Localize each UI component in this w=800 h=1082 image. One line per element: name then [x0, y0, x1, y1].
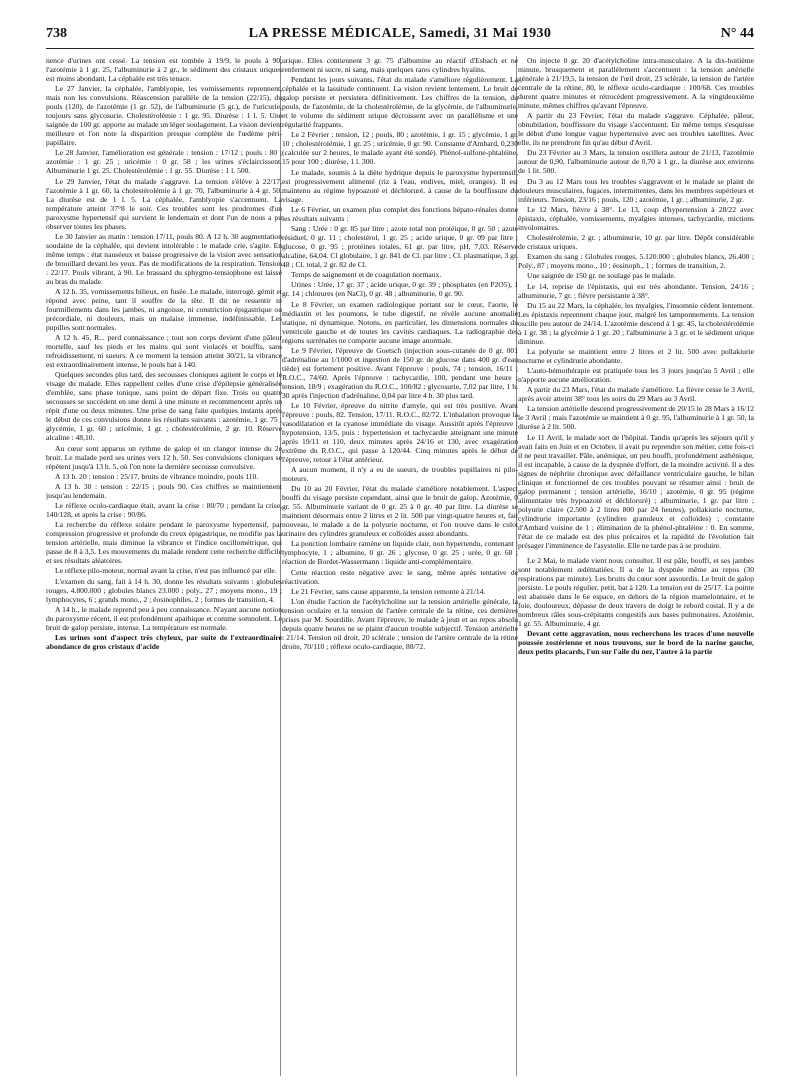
paragraph: Le 10 Février, épreuve du nitrite d'amyle, qui est très positive. Avant l'épreuve : pouls, 82. Tension, 17/11. R.O.C., 82/72. L'inhalation provoque la vasodilatation et la cyanose immédiate du visage. Aussitôt après l'épreuve : hypotension, 13/5, puis : hypertension et tachycardie atteignant une minute après 19/11 et 110, deux minutes après 24/16 et 130, avec exagération extrême du R.O.C., qui passe à 120/44. Cinq minutes après le début de l'épreuve, retour à l'état antérieur.: [282, 400, 518, 464]
paragraph: Le 27 Janvier, la céphalée, l'amblyopie, les vomissements reprennent, mais non les convulsions. Réascension parallèle de la tension (22/15), du pouls (120), de l'azotémie (1 gr. 52), de l'albuminurie (5 gr.), de l'uricurie, toujours sans glycosurie. Cholestérolémie : 1 gr. 95. Diurèse : 1 l. 5. Une saignée de 100 gr. apporte au malade un léger soulagement. La vision devient meilleure et l'on note la disparition presque complète de l'œdème péri-papillaire.: [46, 84, 282, 148]
paragraph: L'auto-hémothérapie est pratiquée tous les 3 jours jusqu'au 5 Avril ; elle n'apporte aucune amélioration.: [518, 366, 754, 385]
page-header: [46, 26, 754, 46]
paragraph: Le 8 Février, un examen radiologique portant sur le cœur, l'aorte, le médiastin et les poumons, le tube digestif, ne révèle aucune anomalie statique, ni dynamique. Notons, en particulier, les dimensions normales du ventricule gauche et de toutes les cavités cardiaques. La radiographie des régions surrénales ne comporte aucune image anormale.: [282, 299, 518, 345]
paragraph: Une saignée de 150 gr. ne soulage pas le malade.: [527, 271, 676, 281]
paragraph: Du 10 au 20 Février, l'état du malade s'améliore notablement. L'aspect bouffi du visage persiste cependant, ainsi que le bruit de galop. Azotémie, 0 gr. 55. Albuminurie variant de 0 gr. 25 à 0 gr. 40 par litre. La diurèse se maintient désormais entre 2 litres et 2 lit. 500 par vingt-quatre heures et, fait nouveau, le malade a de la polyurie nocturne, et l'on trouve dans le culot urinaire des cylindres granuleux et colloïdes assez abondants.: [282, 484, 518, 539]
text-column-2: [282, 56, 518, 1078]
paragraph: nence d'urines ont cessé. La tension est tombée à 19/9, le pouls à 90, l'azotémie à 1 gr. 25, l'albuminurie à 2 gr., le sédiment des cristaux uriques est moins abondant. La céphalée est très tenace.: [46, 56, 282, 83]
issue-number: N° 44: [720, 26, 754, 41]
paragraph: Examen du sang : Globules rouges, 5.120.000 ; globules blancs, 26.400 ; Poly., 87 ; moyens mono., 10 ; éosinoph., 1 ; formes de transition, 2.: [518, 252, 754, 271]
paragraph: Le malade, soumis à la diète hydrique depuis le paroxysme hypertensif, est progressivement alimenté (riz à l'eau, endives, miel, oranges). Il est maintenu au régime hypoazoté et déchloruré, à cause de la bouffissure du visage.: [282, 167, 518, 204]
paragraph: Le 11 Avril, le malade sort de l'hôpital. Tandis qu'après les séjours qu'il y avait faits en Juin et en Octobre, il avait pu reprendre son métier, cette fois-ci il ne peut travailler. Pâle, anémique, un peu bouffi, profondément asthénique, il est incapable, à cause de la dyspnée d'effort, de la moindre activité. Il a des signes de néphrite chronique avec défaillance ventriculaire gauche, le bilan clinique et fonctionnel de ces troubles pouvant se résumer ainsi : bruit de galop permanent ; tension artérielle, 16/10 ; azotémie, 0 gr. 95 (régime alimentaire très hypoazoté et déchloruré) ; albuminurie, 1 gr. par litre ; polyurie claire (2.500 à 2 litres 800 par 24 heures), pollakiurie nocturne, cylindrurie importante (cylindres granuleux et colloïdes) ; constante d'Ambard voisine de 1 ; élimination de la phénol-phtaléine : 0. En somme, l'état de ce malade est des plus précaires et la rapidité de l'évolution fait présager l'imminence de l'asystolie. Elle ne tarde pas à se produire.: [518, 432, 754, 550]
paragraph: Sang : Urée : 0 gr. 85 par litre ; azote total non protéique, 0 gr. 50 ; azote résiduel, 0 gr. 11 ; cholestérol, 1 gr. 25 ; acide urique, 0 gr. 09 par litre ; glucose, 0 gr. 95 ; protéines totales, 61 gr. par litre, pH, 7,03. Réserve alcaline, 64,04. Cl globulaire, 1 gr. 841 de Cl. par litre ; Cl. plasmatique, 3 gr. 48 ; Cl. total, 2 gr. 82 de Cl.: [282, 223, 518, 269]
paragraph: Les urines sont d'aspect très chyleux, par suite de l'extraordinaire abondance de gros cristaux d'acide: [46, 633, 282, 651]
paragraph: Cholestérolémie, 2 gr. ; albuminurie, 10 gr. par litre. Dépôt considérable de cristaux uriques.: [518, 232, 754, 251]
paragraph: A 13 h. 30 : tension : 22/15 ; pouls 90. Ces chiffres se maintiennent jusqu'au lendemain.: [46, 481, 282, 500]
paragraph: Du 15 au 22 Mars, la céphalée, les myalgies, l'insomnie cèdent lentement. Les épistaxis reprennent chaque jour, malgré les tamponnements. La tension oscille peu autour de 24/14. L'azotémie descend à 1 gr. 45, la cholestérolémie à 1 gr. 38 ; la glycémie à 1 gr. 20 ; l'albuminurie à 3 gr. et le sédiment urique diminue.: [518, 300, 754, 346]
paragraph: Quelques secondes plus tard, des secousses cloniques agitent le corps et le visage du malade. Elles rappellent celles d'une crise d'épilepsie généralisée d'emblée, sans phase tonique, sans point de départ fixe. Trois ou quatre secousses se succèdent en une demi à une minute et recommencent après un répit d'une ou deux minutes. Une prise de sang faite quelques instants après le début de ces convulsions donne les résultats suivants : azotémie, 1 gr. 75 ; glycémie, 1 gr. 60 ; uricémie, 1 gr. ; cholestérolémie, 2 gr. 10. Réserve alcaline : 48,10.: [46, 370, 282, 443]
paragraph: Le 12 Mars, fièvre à 38°. Le 13, coup d'hypertension à 28/22 avec épistaxis, céphalée, vomissements, myalgies intenses, tachycardie, mictions involontaires.: [518, 204, 754, 232]
paragraph: La tension artérielle descend progressivement de 20/15 le 28 Mars à 16/12 le 3 Avril ; mais l'azotémie se maintient à 0 gr. 95, l'albuminurie à 1 gr. 50, la diurèse à 2 lit. 500.: [518, 404, 754, 432]
paragraph: A 14 h., le malade reprend peu à peu connaissance. N'ayant aucune notion du paroxysme récent, il est profondément apathique et comme somnolent. Le bruit de galop persiste, intense. La température est normale.: [46, 604, 282, 632]
paragraph: Temps de saignement et de coagulation normaux.: [291, 270, 442, 280]
journal-title: LA PRESSE MÉDICALE, Samedi, 31 Mai 1930: [248, 26, 552, 41]
paragraph: Urines : Urée, 17 gr. 37 ; acide urique, 0 gr. 39 ; phosphates (en P2O5), 1 gr. 14 ; chlorures (en NaCl), 0 gr. 48 ; albuminurie, 0 gr. 90.: [282, 280, 518, 299]
paragraph: Le 2 Mai, le malade vient nous consulter. Il est pâle, bouffi, et ses jambes sont notablement œdématiées. Il a de la dyspnée même au repos (30 respirations par minute). Les bruits du cœur sont assourdis. Le bruit de galop persiste. Le pouls régulier, petit, bat à 120. La tension est de 25/17. La pointe est abaissée dans le 6e espace, en dehors de la région mamelonnaire, et le foie, douloureux, dépasse de deux travers de doigt le rebord costal. Il y a de nombreux râles sous-crépitants congestifs aux bases pulmonaires. Azotémie, 1 gr. 55. Albuminurie, 4 gr.: [518, 555, 754, 628]
paragraph: La recherche du réflexe solaire pendant le paroxysme hypertensif, par compression progressive et profonde du creux épigastrique, ne modifie pas la tension artérielle, mais diminue la vibrance et l'indice oscillométrique, qui passe de 8 à 3,5. Les mouvements du malade rendent cette recherche difficile et ses résultats aléatoires.: [46, 520, 282, 566]
paragraph: A 13 h. 20 : tension : 25/17, bruits de vibrance moindre, pouls 110.: [55, 471, 259, 481]
paragraph: Devant cette aggravation, nous recherchons les traces d'une nouvelle poussée zostérienne et nous trouvons, sur le bord de la narine gauche, deux petits placards, l'un sur l'aile du nez, l'autre à la partie: [518, 628, 754, 656]
paragraph: A aucun moment, il n'y a eu de sueurs, de troubles pupillaires ni pilo-moteurs.: [282, 465, 518, 484]
paragraph: Le 29 Janvier, l'état du malade s'aggrave. La tension s'élève à 22/17, l'azotémie à 1 gr. 60, la cholestérolémie à 1 gr. 70, l'albuminurie à 4 gr. 50. La diurèse est de 1 l. 5. La céphalée, l'amblyopie s'accentuent. La température atteint 37°8 le soir. Ces troubles sont les prodromes d'un paroxysme hypertensif qui survient le lendemain et dont l'un de nous a pu observer toutes les phases.: [46, 176, 282, 231]
paragraph: urique. Elles contiennent 3 gr. 75 d'albumine au réactif d'Esbach et ne renferment ni sucre, ni sang, mais quelques rares cylindres hyalins.: [282, 56, 518, 74]
paragraph: A partir du 23 Mars, l'état du malade s'améliore. La fièvre cesse le 3 Avril, après avoir atteint 38° tous les soirs du 29 Mars au 3 Avril.: [518, 385, 754, 404]
header-rule: [46, 48, 754, 49]
paragraph: L'on étudie l'action de l'acétylcholine sur la tension artérielle générale, la tension oculaire et la tension de l'artère centrale de la rétine, ces dernières prises par M. Sourdille. Avant l'épreuve, le malade à jeun et au repos absolu depuis quatre heures ne se plaint d'aucun trouble subjectif. Tension artérielle : 21/14. Tension oil droit, 20 sclérale ; tension de l'artère centrale de la rétine droite, 70/110 ; réflexe oculo-cardiaque, 88/72.: [282, 597, 518, 651]
paragraph: On injecte 0 gr. 20 d'acétylcholine intra-musculaire. A la dix-huitième minute, brusquement et parallèlement s'accentuent : la tension artérielle générale à 21/19,5, la tension de l'œil droit, 23 sclérale, la tension de l'artère centrale de la rétine, 80, le réflexe oculo-cardiaque : 100/68. Ces troubles durent quatre minutes et rétrocèdent progressivement. A la vingtdeuxième minute, mêmes chiffres qu'avant l'épreuve.: [518, 56, 754, 110]
paragraph: Le réflexe pilo-moteur, normal avant la crise, n'est pas influencé par elle.: [55, 566, 277, 576]
paragraph: A partir du 23 Février, l'état du malade s'aggrave. Céphalée, pâleur, obnubilation, bouffissure du visage s'accentuent. En même temps s'esquisse le début d'une longue vague hypertensive avec ses troubles satellites. Avec elle, ils ne prendront fin qu'au début d'Avril.: [518, 111, 754, 148]
paragraph: Du 3 au 12 Mars tous les troubles s'aggravent et le malade se plaint de douleurs musculaires, fugaces, intermittentes, dans les membres supérieurs et inférieurs. Tension, 23/16 ; pouls, 120 ; azotémie, 1 gr. ; albuminurie, 2 gr.: [518, 176, 754, 204]
paragraph: Au cœur sont apparus un rythme de galop et un clangor intense du 2e bruit. Le malade perd ses urines vers 12 h. 50. Ses convulsions cloniques se répètent jusqu'à 13 h. 5, où l'on note la dernière secousse convulsive.: [46, 443, 282, 471]
paragraph: L'examen du sang, fait à 14 h. 30, donne les résultats suivants : globules rouges, 4.800.000 ; globules blancs 23.000 ; poly., 27 ; moyens mono., 19 ; lymphocytes, 6 ; grands mono., 2 ; éosinophiles, 2 ; formes de transition, 4.: [46, 576, 282, 604]
paragraph: Le 9 Février, l'épreuve de Goetsch (injection sous-cutanée de 0 gr. 001 d'adrénaline au 1/1000 et ingestion de 150 gr. de glucose dans 400 gr. d'eau tiède) est fortement positive. Avant l'épreuve : pouls, 74 ; tension, 16/11 ; R.O.C., 74/60. Après l'épreuve : tachycardie, 100, pendant une heure ; tension, 18/9 ; exagération du R.O.C., 100/82 ; glycosurie, 7,02 par litre, 1 h. 30 après l'injection d'adrénaline, 0,04 par litre 4 h. 30 plus tard.: [282, 345, 518, 400]
paragraph: Pendant les jours suivants, l'état du malade s'améliore régulièrement. La céphalée et la lassitude continuent. La vision revient lentement. Le bruit de galop persiste et persistera définitivement. Les chiffres de la tension, du pouls, de l'azotémie, de la cholestérolémie, de la glycémie, de l'albuminurie, et le volume du sédiment urique décroissent avec un parallélisme et une régularité frappants.: [282, 75, 518, 130]
paragraph: Le 6 Février, un examen plus complet des fonctions hépato-rénales donne les résultats suivants :: [282, 204, 518, 223]
paragraph: Le 30 Janvier au matin : tension 17/11, pouls 80. A 12 h. 30 augmentation soudaine de la céphalée, qui devient intolérable : le malade crie, s'agite. En même temps : état nauséeux et baisse progressive de la vision avec sensation de brouillard devant les yeux. Pas de modifications de la respiration. Tension : 22/17. Pouls vibrant, à 90. Le brassard du sphygmo-tensiophone est laissé au bras du malade.: [46, 231, 282, 286]
paragraph: Le 14, reprise de l'épistaxis, qui est très abondante. Tension, 24/16 ; albuminurie, 7 gr. ; fièvre persistante à 38°.: [518, 281, 754, 300]
paragraph: Le réflexe oculo-cardiaque était, avant la crise : 80/70 ; pendant la crise, 140/128, et après la crise : 90/86.: [46, 501, 282, 520]
paragraph: Cette réaction reste négative avec le sang, même après tentative de réactivation.: [282, 567, 518, 586]
paragraph: A 12 h. 45, R... perd connaissance ; tout son corps devient d'une pâleur mortelle, sauf les pieds et les mains qui sont violacés et bouffis, sans refroidissement, ni sueurs. A ce moment la tension atteint 30/21, la vibrance est extraordinairement intense, le pouls bat à 140.: [46, 333, 282, 370]
text-column-1: [46, 56, 282, 1078]
paragraph: Le 2 Février : tension, 12 ; pouls, 80 ; azotémie, 1 gr. 15 ; glycémie, 1 gr. 10 ; cholestérolémie, 1 gr. 25 ; uricémie, 0 gr. 90. Constante d'Ambard, 0,230 (calculée sur 2 heures, le malade ayant été sondé). Phénol-sulfone-phtaléine, 15 pour 100 ; diurèse, 1 l. 300.: [282, 130, 518, 167]
paragraph: Le 21 Février, sans cause apparente, la tension remonte à 21/14.: [291, 586, 486, 596]
paragraph: Le 28 Janvier, l'amélioration est générale : tension : 17/12 ; pouls : 80 ; azotémie : 1 gr. 25 ; uricémie : 0 gr. 58 ; les urines s'éclaircissent. Albuminurie 1 gr. 25. Cholestérolémie : 1 gr. 55. Diurèse : 1 l. 500.: [46, 148, 282, 176]
text-column-3: [518, 56, 754, 1078]
page-number: 738: [46, 26, 67, 41]
paragraph: Du 23 Février au 3 Mars, la tension oscillera autour de 21/13, l'azotémie autour de 0,90, l'albuminurie autour de 0,70 à 1 gr., la diurèse aux environs de 1 lit. 500.: [518, 148, 754, 176]
paragraph: La polyurie se maintient entre 2 litres et 2 lit. 500 avec pollakiurie nocturne et cylindrurie abondante.: [518, 346, 754, 365]
paragraph: La ponction lombaire ramène un liquide clair, non hypertendu, contenant : lymphocyte, 1 ; albumine, 0 gr. 26 ; glycose, 0 gr. 25 ; urée, 0 gr. 68 ; réaction de Bordet-Wassermann : liquide anti-complémentaire.: [282, 539, 518, 567]
paragraph: A 12 h. 35, vomissements bilieux, en fusée. Le malade, interrogé, gémit et répond avec peine, tant il souffre de la tête. Il dit ne ressentir ni fourmillements dans les jambes, ni angoisse, ni constriction épigastrique ou précordiale, ni douleurs, mais un malaise immense, indéfinissable. Les pupilles sont normales.: [46, 286, 282, 332]
